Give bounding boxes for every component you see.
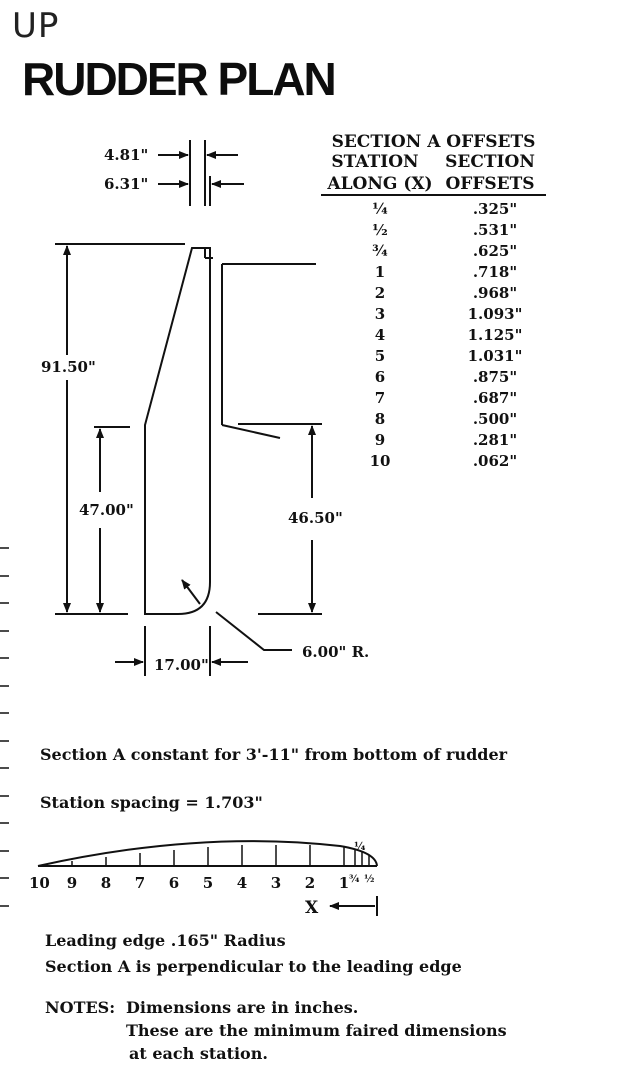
leading-edge-note: Leading edge .165" Radius — [45, 931, 286, 950]
station-cell: 4 — [374, 326, 386, 344]
offset-cell: .281" — [472, 431, 518, 449]
perpendicular-note: Section A is perpendicular to the leading edge — [45, 957, 462, 976]
dimension-label-section-height: 47.00" — [79, 501, 134, 519]
foil-station-label: ½ — [364, 874, 375, 885]
table-row — [320, 263, 545, 284]
table-row — [320, 368, 545, 389]
table-row — [320, 305, 545, 326]
station-cell: ¾ — [372, 242, 388, 260]
station-cell: ½ — [372, 221, 388, 239]
dimension-label-total-height: 91.50" — [41, 358, 96, 376]
offset-cell: .687" — [472, 389, 518, 407]
foil-station-label: 2 — [304, 874, 316, 892]
offset-cell: 1.031" — [467, 347, 523, 365]
foil-station-label: 5 — [202, 874, 214, 892]
dimension-label-thickness-top: 4.81" — [104, 146, 149, 164]
dimension-label-corner-radius: 6.00" R. — [302, 643, 370, 661]
station-cell: ¼ — [372, 200, 388, 218]
offset-cell: .875" — [472, 368, 518, 386]
foil-station-label: 7 — [134, 874, 146, 892]
table-row — [320, 326, 545, 347]
station-cell: 8 — [374, 410, 386, 428]
foil-station-label: 1 — [338, 874, 350, 892]
dimension-label-thickness-bottom: 6.31" — [104, 175, 149, 193]
section-constant-note: Section A constant for 3'-11" from bottom of rudder — [40, 745, 508, 764]
station-cell: 6 — [374, 368, 386, 386]
foil-station-label: ¾ — [349, 874, 360, 885]
station-cell: 2 — [374, 284, 386, 302]
foil-station-label-top: ¼ — [354, 840, 366, 853]
table-row — [320, 452, 545, 473]
foil-station-label: 6 — [168, 874, 180, 892]
foil-station-label: 3 — [270, 874, 282, 892]
station-cell: 10 — [369, 452, 391, 470]
foil-station-label: 4 — [236, 874, 248, 892]
handwritten-up-note: UP — [12, 6, 60, 46]
offsets-table-title: SECTION A OFFSETS — [331, 132, 536, 152]
offsets-table-body — [320, 200, 545, 473]
offsets-table-header-offset-1: SECTION — [445, 152, 535, 172]
table-row — [320, 431, 545, 452]
table-row — [320, 221, 545, 242]
offset-cell: .968" — [472, 284, 518, 302]
offset-cell: .625" — [472, 242, 518, 260]
table-row — [320, 410, 545, 431]
offset-cell: .062" — [472, 452, 518, 470]
offset-cell: .500" — [472, 410, 518, 428]
notes-line-2: These are the minimum faired dimensions — [126, 1021, 507, 1040]
rudder-outline — [145, 248, 210, 614]
scan-margin-ticks — [0, 548, 9, 906]
station-cell: 3 — [374, 305, 386, 323]
page-title: RUDDER PLAN — [22, 53, 335, 105]
table-row — [320, 284, 545, 305]
foil-station-label: 10 — [29, 874, 50, 892]
x-axis-label: X — [305, 898, 319, 918]
table-row — [320, 347, 545, 368]
hull-bottom — [222, 425, 280, 438]
foil-station-label: 9 — [66, 874, 78, 892]
notes-line-1: Dimensions are in inches. — [126, 998, 359, 1017]
offset-cell: 1.125" — [467, 326, 523, 344]
notes-label: NOTES: — [45, 998, 116, 1017]
radius-leader — [216, 612, 292, 650]
dimension-label-hull-height: 46.50" — [288, 509, 343, 527]
foil-station-label: 8 — [100, 874, 112, 892]
station-cell: 7 — [374, 389, 386, 407]
station-cell: 9 — [374, 431, 386, 449]
foil-station-ticks — [72, 845, 369, 866]
dimension-label-chord: 17.00" — [154, 656, 209, 674]
station-cell: 1 — [374, 263, 386, 281]
table-row — [320, 389, 545, 410]
offsets-table-header-offset-2: OFFSETS — [445, 174, 535, 194]
offset-cell: .531" — [472, 221, 518, 239]
offset-cell: .325" — [472, 200, 518, 218]
offsets-table-header-station-2: ALONG (X) — [327, 174, 433, 194]
table-row — [320, 200, 545, 221]
offset-cell: 1.093" — [467, 305, 523, 323]
table-row — [320, 242, 545, 263]
radius-arrow — [182, 580, 200, 604]
offset-cell: .718" — [472, 263, 518, 281]
station-cell: 5 — [374, 347, 386, 365]
offsets-table-header-station-1: STATION — [331, 152, 419, 172]
notes-line-3: at each station. — [129, 1044, 268, 1063]
station-spacing-note: Station spacing = 1.703" — [40, 793, 263, 812]
